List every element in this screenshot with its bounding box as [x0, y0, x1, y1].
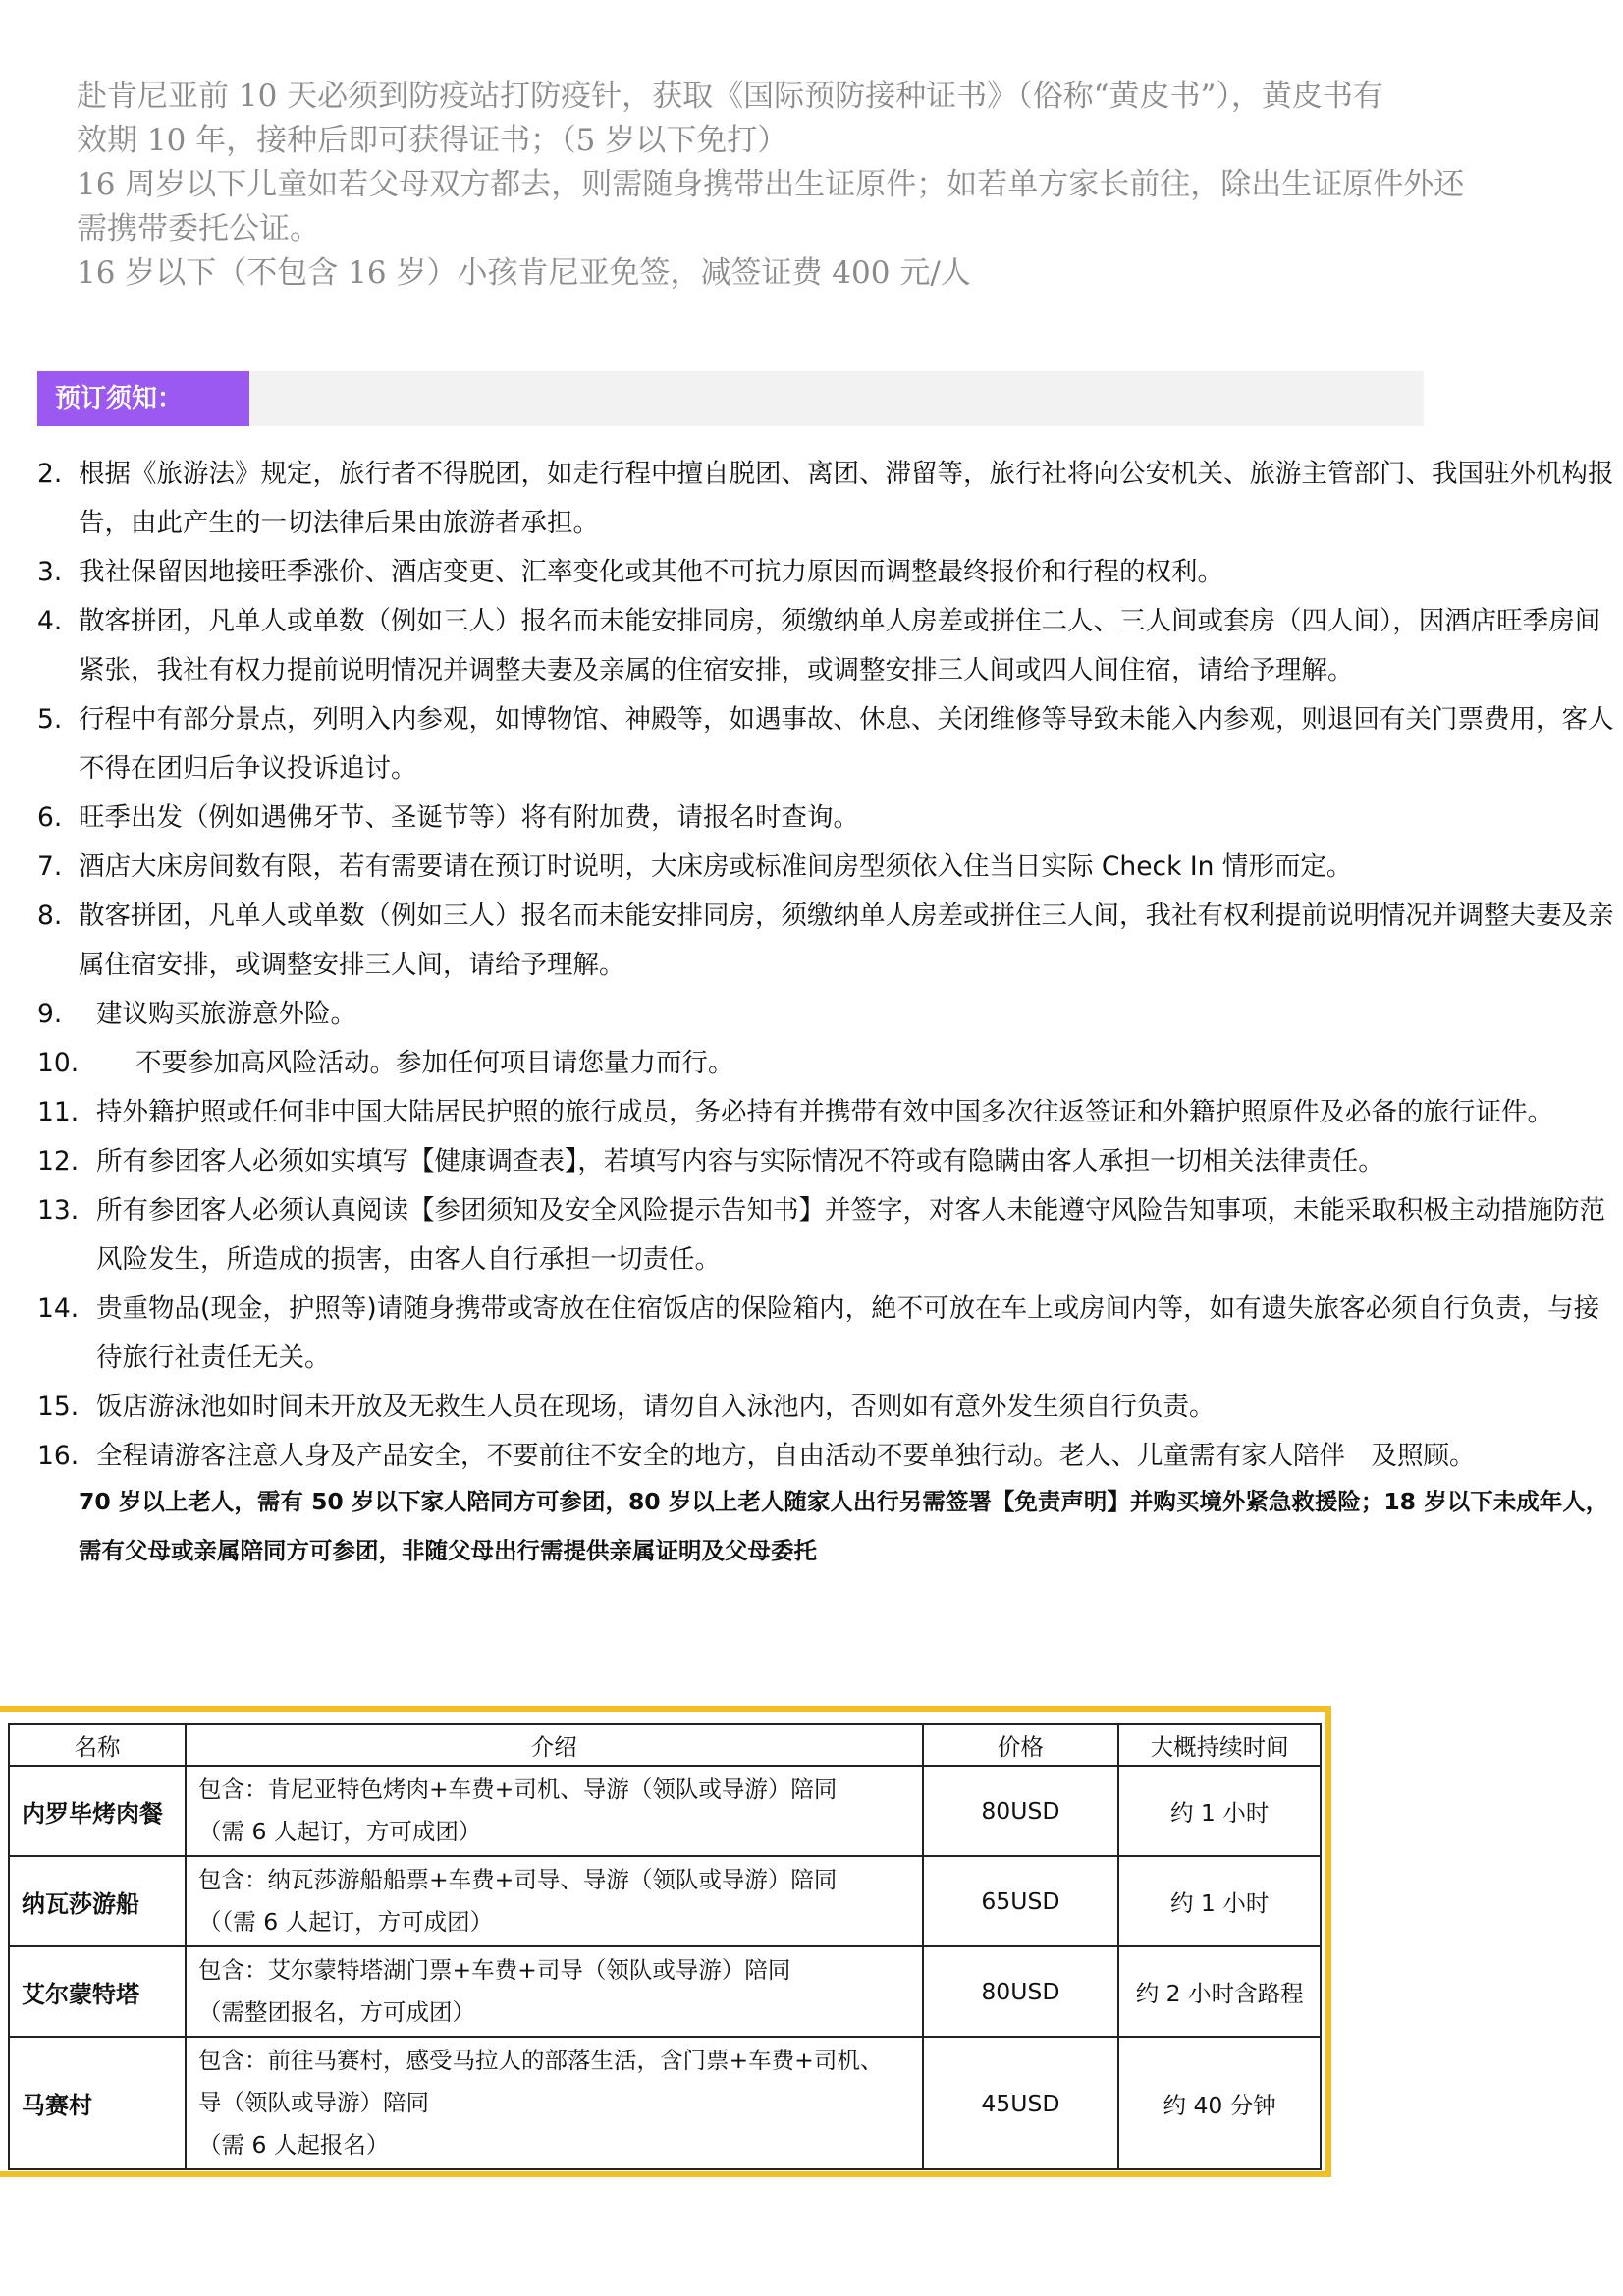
- activity-name: 马赛村: [9, 2037, 186, 2169]
- table-row: [9, 2037, 1321, 2169]
- activity-name: 艾尔蒙特塔: [9, 1946, 186, 2037]
- column-header: 价格: [923, 1724, 1119, 1766]
- intro-notes: [77, 75, 1569, 296]
- rule-number: 9.: [37, 999, 63, 1029]
- rule-number: 6.: [37, 802, 63, 833]
- rule-item: [37, 1383, 1618, 1432]
- activity-description: [186, 1856, 923, 1946]
- rule-number: 2.: [37, 459, 63, 489]
- rule-text: 根据《旅游法》规定，旅行者不得脱团，如走行程中擅自脱团、离团、滞留等，旅行社将向公安机关、旅游主管部门、我国驻外机构报告，由此产生的一切法律后果由旅游者承担。: [79, 459, 1614, 538]
- description-line: 包含：肯尼亚特色烤肉+车费+司机、导游（领队或导游）陪同: [197, 1776, 838, 1803]
- intro-line: 16 岁以下（不包含 16 岁）小孩肯尼亚免签，减签证费 400 元/人: [77, 255, 971, 291]
- intro-line: 效期 10 年，接种后即可获得证书；（5 岁以下免打）: [77, 123, 788, 158]
- rule-text: 建议购买旅游意外险。: [96, 999, 356, 1029]
- notice-title: 预订须知：: [37, 371, 249, 426]
- column-header: 大概持续时间: [1118, 1724, 1321, 1766]
- table-row: [9, 1766, 1321, 1856]
- rule-number: 5.: [37, 704, 63, 735]
- rule-item: [37, 597, 1618, 695]
- excursion-table: [8, 1723, 1322, 2170]
- intro-line: 需携带委托公证。: [77, 211, 320, 246]
- rule-text: 行程中有部分景点，列明入内参观，如博物馆、神殿等，如遇事故、休息、关闭维修等导致未能入内参观，则退回有关门票费用，客人不得在团归后争议投诉追讨。: [79, 704, 1614, 784]
- rule-text: 持外籍护照或任何非中国大陆居民护照的旅行成员，务必持有并携带有效中国多次往返签证和外籍护照原件及必备的旅行证件。: [96, 1097, 1553, 1127]
- activity-price: 45USD: [923, 2037, 1119, 2169]
- rule-item: [37, 695, 1618, 793]
- rule-text: 酒店大床房间数有限，若有需要请在预订时说明，大床房或标准间房型须依入住当日实际 Check In 情形而定。: [79, 851, 1353, 882]
- rule-number: 12.: [37, 1146, 80, 1176]
- activity-description: [186, 2037, 923, 2169]
- rule-number: 10.: [37, 1048, 80, 1078]
- rule-item: [37, 843, 1618, 892]
- rule-item: [37, 793, 1618, 843]
- rule-item: [37, 1186, 1618, 1285]
- rule-number: 14.: [37, 1293, 80, 1324]
- rule-text: 贵重物品(现金，护照等)请随身携带或寄放在住宿饭店的保险箱内，絶不可放在车上或房间内等，如有遗失旅客必须自行负责，与接待旅行社责任无关。: [96, 1293, 1600, 1373]
- rule-text: 散客拼团，凡单人或单数（例如三人）报名而未能安排同房，须缴纳单人房差或拼住二人、三人间或套房（四人间），因酒店旺季房间紧张，我社有权力提前说明情况并调整夫妻及亲属的住宿安排，或调整安排三人间或四人间住宿，请给予理解。: [79, 606, 1601, 685]
- rule-number: 7.: [37, 851, 63, 882]
- description-line: 包含：纳瓦莎游船船票+车费+司导、导游（领队或导游）陪同: [197, 1866, 838, 1893]
- rule-item: [37, 990, 1618, 1039]
- rule-item: [37, 1039, 1618, 1088]
- rule-text: 所有参团客人必须认真阅读【参团须知及安全风险提示告知书】并签字，对客人未能遵守风险告知事项，未能采取积极主动措施防范风险发生，所造成的损害，由客人自行承担一切责任。: [96, 1195, 1605, 1275]
- excursion-table-frame: [0, 1706, 1331, 2177]
- rule-number: 4.: [37, 606, 63, 636]
- activity-description: [186, 1766, 923, 1856]
- rule-item: [37, 1137, 1618, 1186]
- rule-text: 不要参加高风险活动。参加任何项目请您量力而行。: [135, 1048, 734, 1078]
- description-line: （（需 6 人起订，方可成团）: [197, 1908, 494, 1936]
- rule-text: 全程请游客注意人身及产品安全，不要前往不安全的地方，自由活动不要单独行动。老人、儿童需有家人陪伴 及照顾。: [96, 1441, 1476, 1471]
- activity-name: 内罗毕烤肉餐: [9, 1766, 186, 1856]
- rule-item: [37, 1432, 1618, 1481]
- rule-item: [37, 1285, 1618, 1383]
- rule-text: 散客拼团，凡单人或单数（例如三人）报名而未能安排同房，须缴纳单人房差或拼住三人间，我社有权利提前说明情况并调整夫妻及亲属住宿安排，或调整安排三人间，请给予理解。: [79, 901, 1614, 980]
- intro-line: 16 周岁以下儿童如若父母双方都去，则需随身携带出生证原件；如若单方家长前往，除出生证原件外还: [77, 167, 1465, 202]
- activity-duration: 约 1 小时: [1118, 1856, 1321, 1946]
- activity-description: [186, 1946, 923, 2037]
- activity-duration: 约 1 小时: [1118, 1766, 1321, 1856]
- rule-number: 8.: [37, 901, 63, 931]
- description-line: （需 6 人起订，方可成团）: [197, 1818, 482, 1845]
- rule-item: [37, 450, 1618, 548]
- activity-duration: 约 2 小时含路程: [1118, 1946, 1321, 2037]
- activity-duration: 约 40 分钟: [1118, 2037, 1321, 2169]
- description-line: 包含：艾尔蒙特塔湖门票+车费+司导（领队或导游）陪同: [197, 1956, 791, 1984]
- rule-number: 15.: [37, 1392, 80, 1422]
- rule-number: 11.: [37, 1097, 80, 1127]
- activity-price: 65USD: [923, 1856, 1119, 1946]
- age-warning: 70 岁以上老人，需有 50 岁以下家人陪同方可参团，80 岁以上老人随家人出行另需签署【免责声明】并购买境外紧急救援险；18 岁以下未成年人，需有父母或亲属陪同方可参团，非随父母出行需提供亲属证明及父母委托: [79, 1488, 1609, 1564]
- rule-number: 16.: [37, 1441, 80, 1471]
- intro-line: 赴肯尼亚前 10 天必须到防疫站打防疫针，获取《国际预防接种证书》（俗称“黄皮书”），黄皮书有: [77, 79, 1383, 114]
- rule-text: 旺季出发（例如遇佛牙节、圣诞节等）将有附加费，请报名时查询。: [79, 802, 859, 833]
- rule-text: 所有参团客人必须如实填写【健康调查表】，若填写内容与实际情况不符或有隐瞒由客人承担一切相关法律责任。: [96, 1146, 1384, 1176]
- notice-header-bar: [37, 371, 1424, 426]
- table-row: [9, 1946, 1321, 2037]
- activity-name: 纳瓦莎游船: [9, 1856, 186, 1946]
- rule-number: 3.: [37, 557, 63, 587]
- rule-item: [37, 1088, 1618, 1137]
- rule-text: 我社保留因地接旺季涨价、酒店变更、汇率变化或其他不可抗力原因而调整最终报价和行程的权利。: [79, 557, 1223, 587]
- rule-item: [37, 892, 1618, 990]
- rule-number: 13.: [37, 1195, 80, 1226]
- description-line: （需整团报名，方可成团）: [197, 1998, 475, 2026]
- description-line: 包含：前往马赛村，感受马拉人的部落生活，含门票+车费+司机、: [197, 2047, 884, 2074]
- rule-item: [37, 548, 1618, 597]
- description-line: 导（领队或导游）陪同: [197, 2089, 429, 2116]
- description-line: （需 6 人起报名）: [197, 2131, 390, 2159]
- rule-text: 饭店游泳池如时间未开放及无救生人员在现场，请勿自入泳池内，否则如有意外发生须自行负责。: [96, 1392, 1216, 1422]
- table-row: [9, 1856, 1321, 1946]
- activity-price: 80USD: [923, 1946, 1119, 2037]
- column-header: 介绍: [186, 1724, 923, 1766]
- rules-list: [37, 450, 1618, 1575]
- table-header-row: [9, 1724, 1321, 1766]
- activity-price: 80USD: [923, 1766, 1119, 1856]
- column-header: 名称: [9, 1724, 186, 1766]
